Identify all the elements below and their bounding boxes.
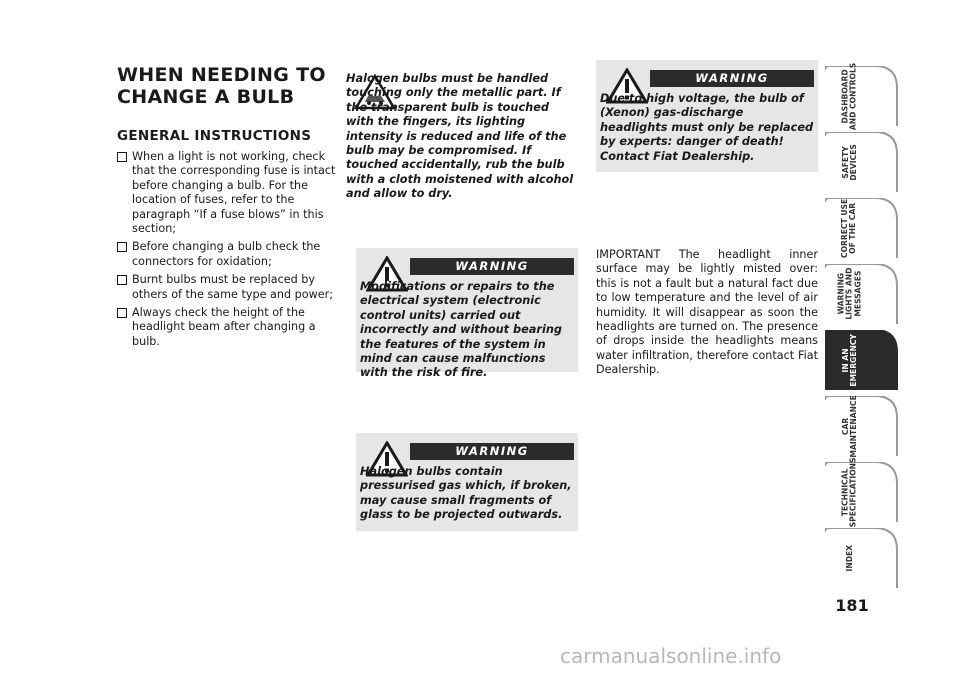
tab-index[interactable] (825, 528, 900, 588)
tab-safety-devices[interactable] (825, 132, 900, 192)
halogen-pressure-warning (356, 433, 578, 531)
list-item: Always check the height of the headlight beam after changing a bulb. (117, 306, 341, 349)
tab-car-maintenance[interactable] (825, 396, 900, 456)
notice-text: Halogen bulbs must be handled touching only the metallic part. If the transparent bulb is touched with the fingers, its lighting intensity is reduced and life of the bulb may be compromised. If touched accidentally, rub the bulb with a cloth moistened with alcohol and allow to dry. (346, 72, 574, 201)
tab-warning-lights-and-messages[interactable] (825, 264, 900, 324)
tab-label: DASHBOARD AND CONTROLS (840, 62, 859, 130)
section-subtitle: GENERAL INSTRUCTIONS (117, 128, 312, 144)
page-number: 181 (835, 596, 869, 615)
list-item: Burnt bulbs must be replaced by others of the same type and power; (117, 273, 341, 302)
tab-label: CORRECT USE OF THE CAR (840, 198, 859, 258)
tab-label: SAFETY DEVICES (840, 143, 858, 181)
tab-technical-specifications[interactable] (825, 457, 900, 527)
tab-dashboard-and-controls[interactable] (825, 62, 900, 130)
checkbox-bullet-icon (117, 275, 127, 285)
halogen-handling-notice (346, 66, 578, 216)
checkbox-bullet-icon (117, 308, 127, 318)
watermark: carmanualsonline.info (560, 644, 782, 668)
list-item: When a light is not working, check that the corresponding fuse is intact before changing a bulb. For the location of fuses, refer to the paragraph “If a fuse blows” in this section; (117, 150, 341, 236)
instructions-list (117, 150, 341, 353)
warning-banner: WARNING (410, 258, 574, 275)
tab-label: INDEX (844, 544, 854, 572)
tab-label: CAR MAINTENANCE (840, 394, 858, 458)
warning-banner: WARNING (650, 70, 814, 87)
notice-text: Halogen bulbs contain pressurised gas which, if broken, may cause small fragments of glass to be projected outwards. (360, 465, 572, 522)
notice-text: Due to high voltage, the bulb of (Xenon) gas-discharge headlights must only be replaced by experts: danger of death! Contact Fiat Dealership. (600, 92, 814, 163)
checkbox-bullet-icon (117, 152, 127, 162)
tab-label: IN AN EMERGENCY (840, 333, 859, 387)
notice-text: Modifications or repairs to the electrical system (electronic control units) carried out incorrectly and without bearing the features of the system in mind can cause malfunctions with the risk of fire. (360, 280, 562, 380)
tab-in-an-emergency[interactable] (825, 330, 900, 390)
warning-banner: WARNING (410, 443, 574, 460)
tab-correct-use-of-the-car[interactable] (825, 198, 900, 258)
page-title: WHEN NEEDING TO CHANGE A BULB (117, 64, 326, 108)
checkbox-bullet-icon (117, 242, 127, 252)
list-item: Before changing a bulb check the connectors for oxidation; (117, 240, 341, 269)
important-note: IMPORTANT The headlight inner surface may be lightly misted over: this is not a fault but a natural fact due to low temperature and the level of air humidity. It will disappear as soon the headlights are turned on. The presence of drops inside the headlights means water infiltration, therefore contact Fiat Dealership. (596, 248, 818, 377)
tab-label: TECHNICAL SPECIFICATIONS (840, 457, 858, 527)
modifications-warning (356, 248, 578, 380)
xenon-warning (596, 60, 818, 172)
tab-label: WARNING LIGHTS AND MESSAGES (836, 267, 863, 321)
